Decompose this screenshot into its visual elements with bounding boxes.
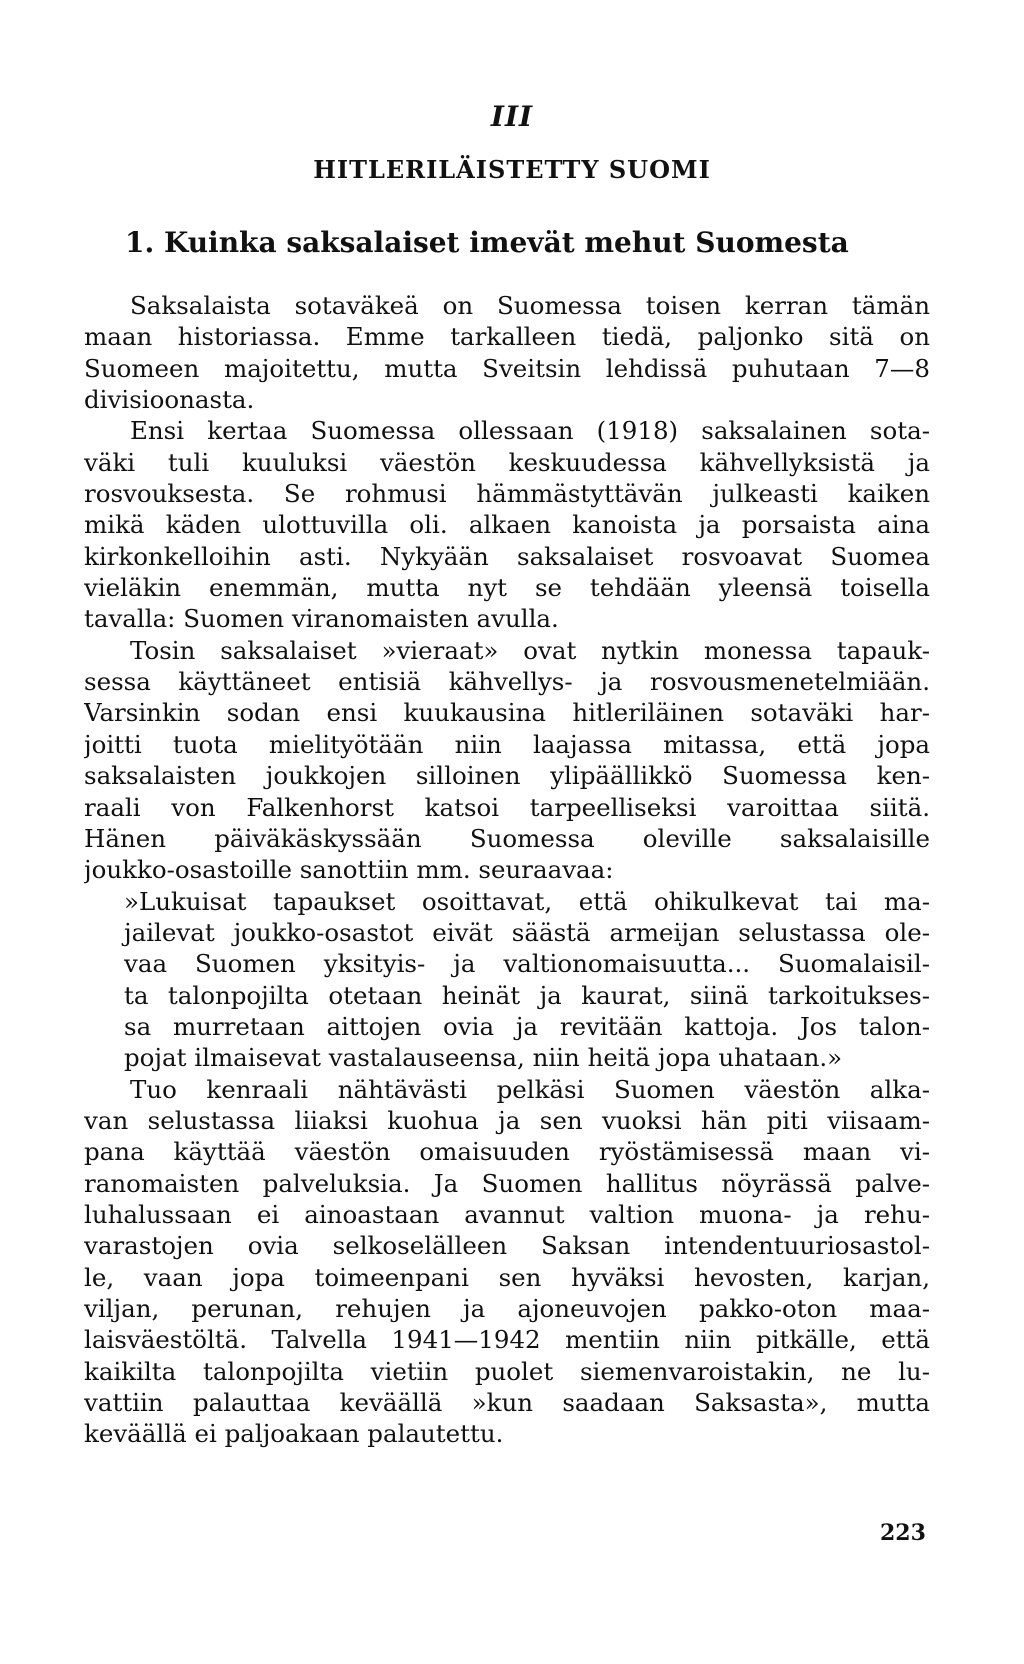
text-line: Varsinkin sodan ensi kuukausina hitleriläinen sotaväki har- bbox=[84, 698, 930, 728]
body-text bbox=[84, 290, 930, 1450]
text-line: sessa käyttäneet entisiä kähvellys- ja rosvousmenetelmiään. bbox=[84, 667, 930, 697]
text-line: van selustassa liiaksi kuohua ja sen vuoksi hän piti viisaam- bbox=[84, 1105, 930, 1135]
text-line: vieläkin enemmän, mutta nyt se tehdään yleensä toisella bbox=[84, 573, 930, 603]
text-line: Tosin saksalaiset »vieraat» ovat nytkin monessa tapauk- bbox=[130, 635, 930, 665]
text-line: joukko-osastoille sanottiin mm. seuraavaa: bbox=[84, 855, 614, 885]
text-line: kirkonkelloihin asti. Nykyään saksalaiset rosvoavat Suomea bbox=[84, 541, 930, 571]
text-line: laisväestöltä. Talvella 1941—1942 mentiin niin pitkälle, että bbox=[84, 1325, 930, 1355]
quote-line: sa murretaan aittojen ovia ja revitään kattoja. Jos talon- bbox=[124, 1011, 930, 1041]
text-line: luhalussaan ei ainoastaan avannut valtion muona- ja rehu- bbox=[84, 1199, 930, 1229]
text-line: saksalaisten joukkojen silloinen ylipäällikkö Suomessa ken- bbox=[84, 761, 930, 791]
text-line: Tuo kenraali nähtävästi pelkäsi Suomen väestön alka- bbox=[130, 1074, 930, 1104]
quote-line: ta talonpojilta otetaan heinät ja kaurat, siinä tarkoitukses- bbox=[124, 980, 930, 1010]
section-heading: 1. Kuinka saksalaiset imevät mehut Suomesta bbox=[125, 226, 849, 259]
text-line: keväällä ei paljoakaan palautettu. bbox=[84, 1419, 504, 1449]
text-line: kaikilta talonpojilta vietiin puolet siemenvaroistakin, ne lu- bbox=[84, 1356, 930, 1386]
text-line: varastojen ovia selkoselälleen Saksan intendentuuriosastol- bbox=[84, 1231, 930, 1261]
text-line: raali von Falkenhorst katsoi tarpeelliseksi varoittaa siitä. bbox=[84, 792, 930, 822]
quote-line: vaa Suomen yksityis- ja valtionomaisuutta... Suomalaisil- bbox=[124, 949, 930, 979]
text-line: viljan, perunan, rehujen ja ajoneuvojen pakko-oton maa- bbox=[84, 1294, 930, 1323]
text-line: tavalla: Suomen viranomaisten avulla. bbox=[84, 604, 559, 634]
text-line: Hänen päiväkäskyssään Suomessa oleville saksalaisille bbox=[84, 823, 930, 853]
text-line: maan historiassa. Emme tarkalleen tiedä, paljonko sitä on bbox=[84, 322, 930, 352]
chapter-title: HITLERILÄISTETTY SUOMI bbox=[313, 155, 711, 184]
text-line: Ensi kertaa Suomessa ollessaan (1918) saksalainen sota- bbox=[130, 416, 930, 446]
text-line: Suomeen majoitettu, mutta Sveitsin lehdissä puhutaan 7—8 bbox=[84, 353, 930, 383]
text-line: rosvouksesta. Se rohmusi hämmästyttävän julkeasti kaiken bbox=[84, 479, 930, 509]
text-line: joitti tuota mielityötään niin laajassa mitassa, että jopa bbox=[84, 729, 930, 759]
text-line: mikä käden ulottuvilla oli. alkaen kanoista ja porsaista aina bbox=[84, 510, 930, 540]
quote-line: pojat ilmaisevat vastalauseensa, niin heitä jopa uhataan.» bbox=[124, 1043, 843, 1073]
text-line: ranomaisten palveluksia. Ja Suomen hallitus nöyrässä palve- bbox=[84, 1168, 930, 1198]
chapter-number: III bbox=[490, 100, 534, 133]
page-number: 223 bbox=[880, 1520, 926, 1546]
text-line: le, vaan jopa toimeenpani sen hyväksi hevosten, karjan, bbox=[84, 1262, 930, 1292]
text-line: vattiin palauttaa keväällä »kun saadaan Saksasta», mutta bbox=[84, 1388, 930, 1418]
text-line: pana käyttää väestön omaisuuden ryöstämisessä maan vi- bbox=[84, 1137, 930, 1167]
text-line: Saksalaista sotaväkeä on Suomessa toisen kerran tämän bbox=[130, 291, 930, 320]
quote-line: »Lukuisat tapaukset osoittavat, että ohikulkevat tai ma- bbox=[124, 886, 930, 916]
text-line: väki tuli kuuluksi väestön keskuudessa kähvellyksistä ja bbox=[84, 447, 930, 477]
quote-line: jailevat joukko-osastot eivät säästä armeijan selustassa ole- bbox=[124, 917, 930, 947]
text-line: divisioonasta. bbox=[84, 385, 255, 415]
